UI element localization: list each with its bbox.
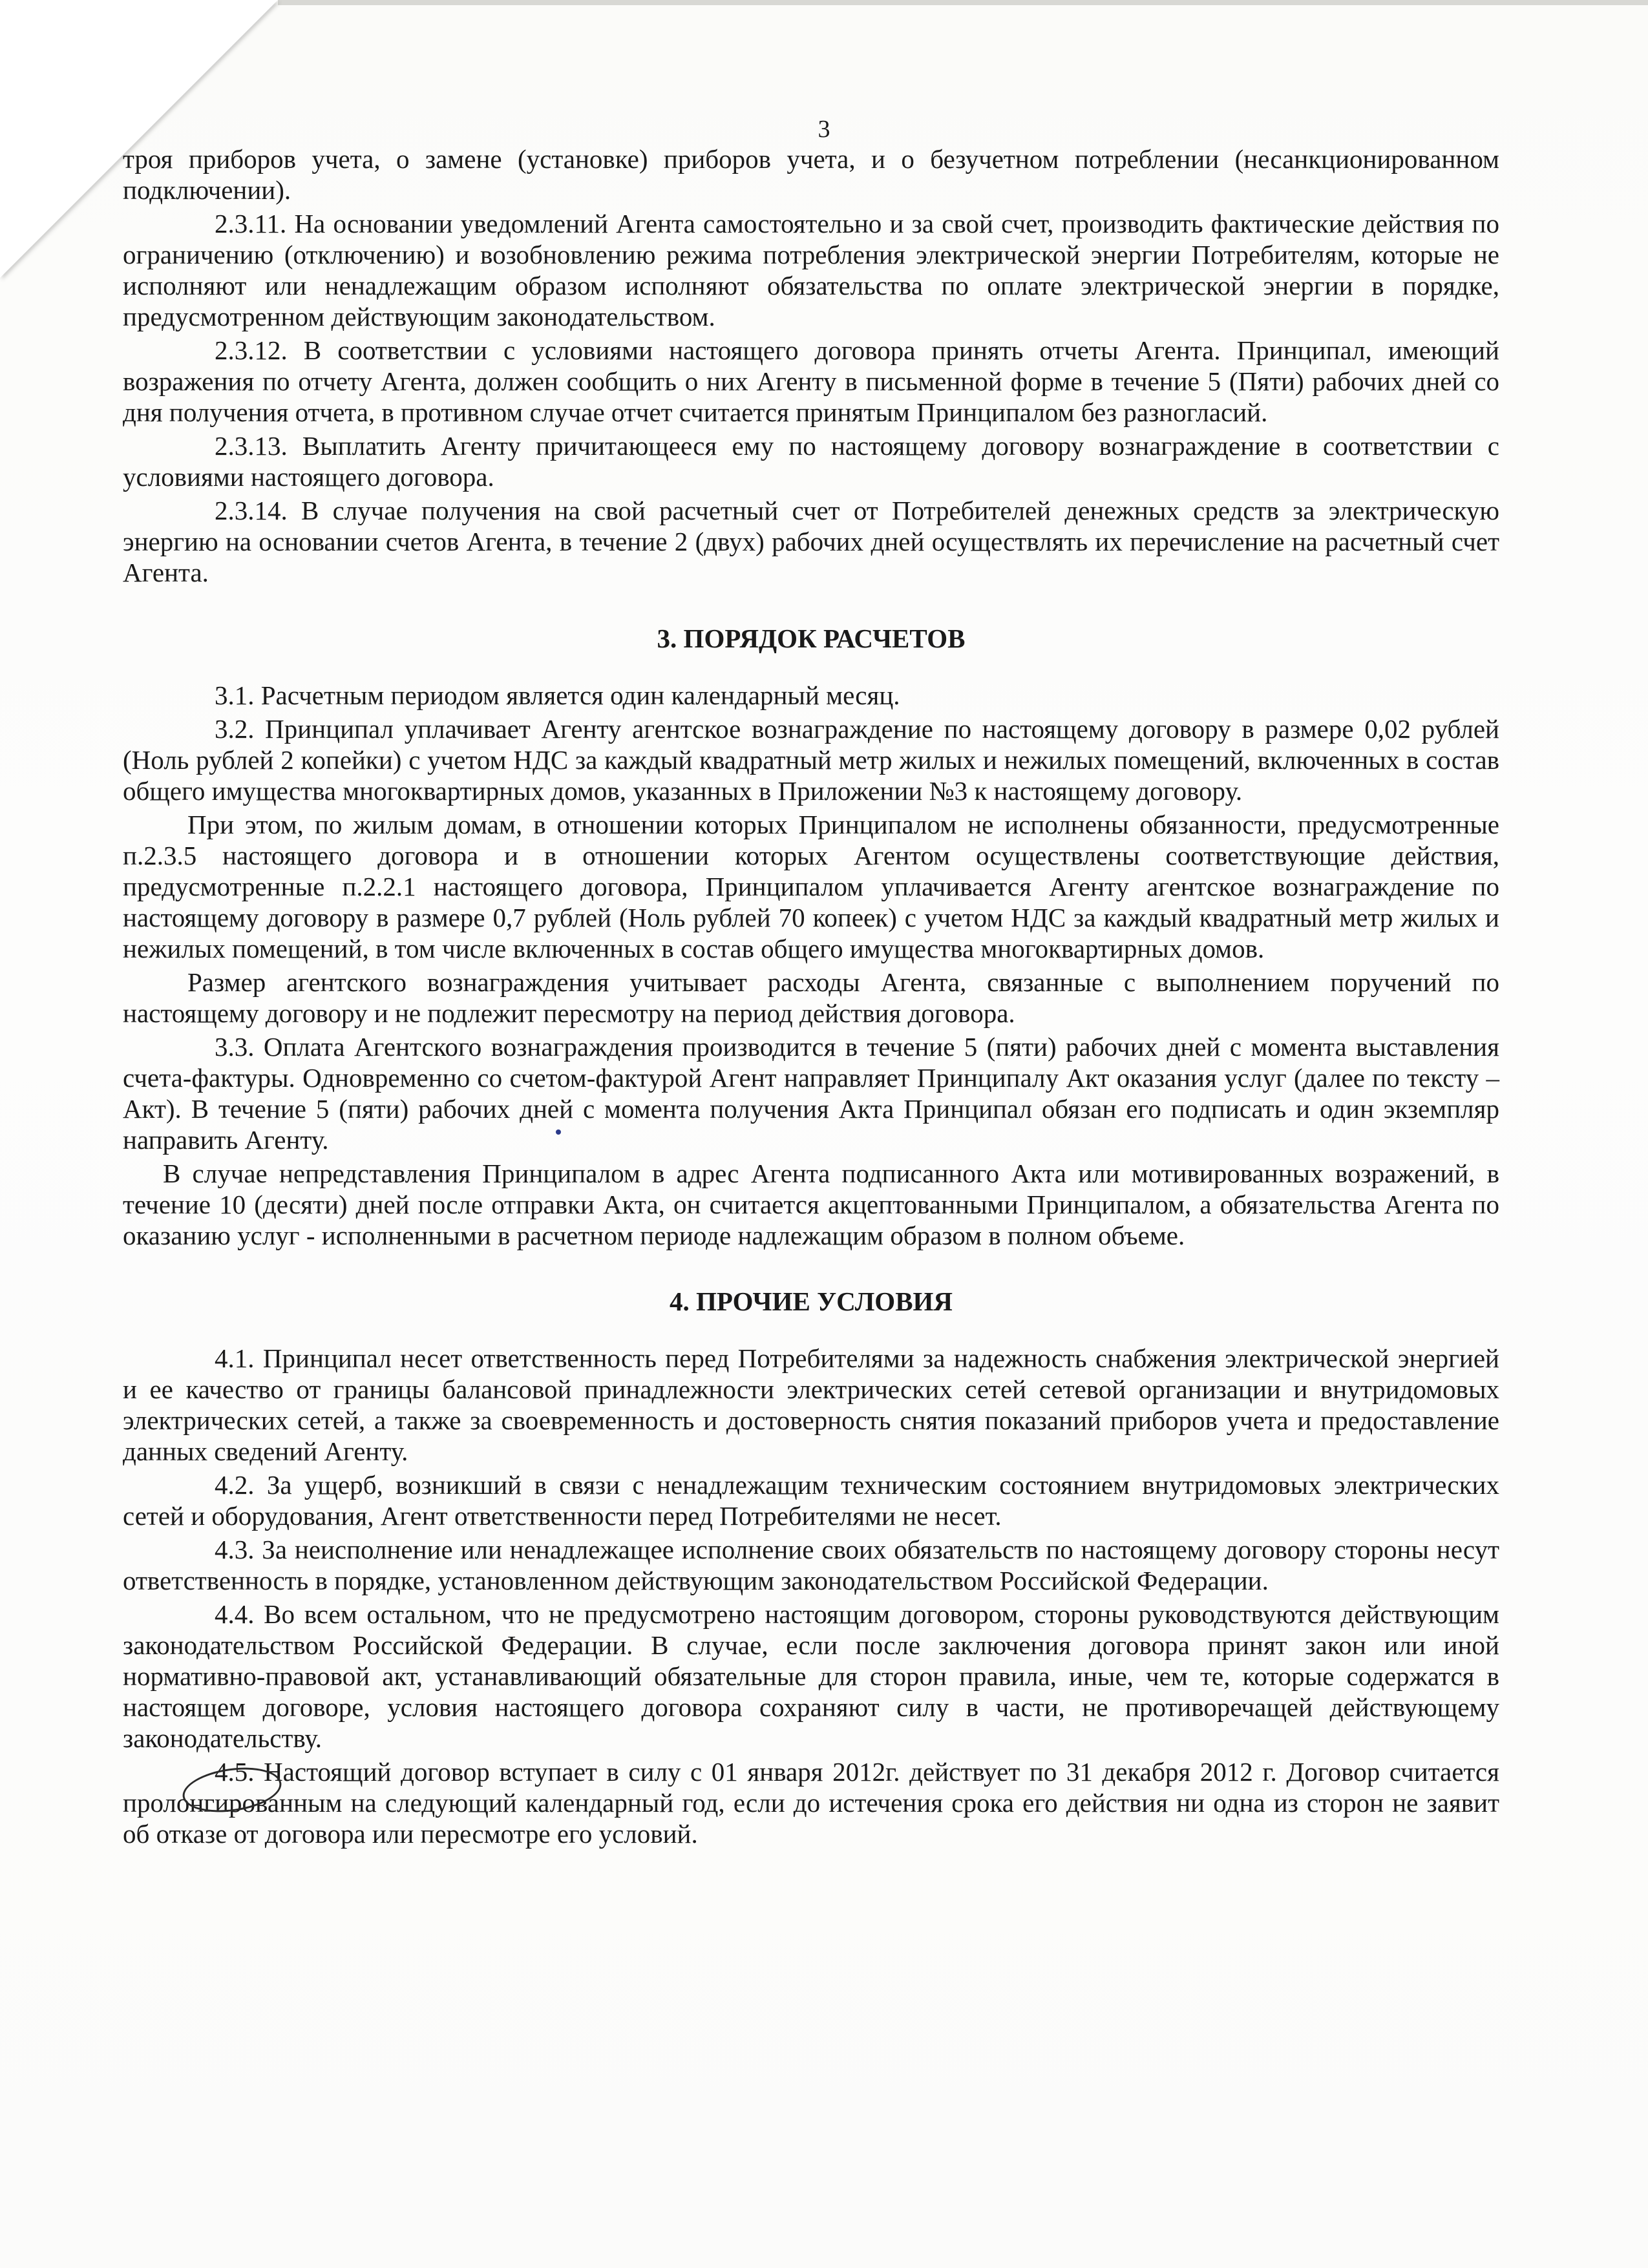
scan-top-edge — [278, 0, 1648, 5]
paragraph-2-3-14: 2.3.14. В случае получения на свой расчетный счет от Потребителей денежных средств за электрическую энергию на основании счетов Агента, в течение 2 (двух) рабочих дней осуществлять их перечисление на расчетный счет Агента. — [123, 496, 1499, 587]
paragraph-3-3-acceptance: В случае непредставления Принципалом в адрес Агента подписанного Акта или мотивированных возражений, в течение 10 (десяти) дней после отправки Акта, он считается акцептованными Принципалом, а обязательства Агента по оказанию услуг - исполненными в расчетном периоде надлежащим образом в полном объеме. — [123, 1159, 1499, 1250]
paragraph-3-2-expenses: Размер агентского вознаграждения учитывает расходы Агента, связанные с выполнением поручений по настоящему договору и не подлежит пересмотру на период действия договора. — [123, 967, 1499, 1028]
paragraph-4-5: 4.5. Настоящий договор вступает в силу с 01 января 2012г. действует по 31 декабря 2012 г. Договор считается пролонгированным на следующий календарный год, если до истечения срока его действия ни одна из сторон не заявит об отказе от договора или пересмотре его условий. — [123, 1757, 1499, 1849]
paragraph-continuation: троя приборов учета, о замене (установке) приборов учета, и о безучетном потреблении (несанкционированном подключении). — [123, 144, 1499, 205]
paragraph-3-3: 3.3. Оплата Агентского вознаграждения производится в течение 5 (пяти) рабочих дней с момента выставления счета-фактуры. Одновременно со счетом-фактурой Агент направляет Принципалу Акт оказания услуг (далее по тексту – Акт). В течение 5 (пяти) рабочих дней с момента получения Акта Принципал обязан его подписать и один экземпляр направить Агенту. — [123, 1032, 1499, 1155]
section-3-title: 3. ПОРЯДОК РАСЧЕТОВ — [657, 624, 966, 653]
document-body — [123, 143, 1499, 1852]
paragraph-4-4: 4.4. Во всем остальном, что не предусмотрено настоящим договором, стороны руководствуются действующим законодательством Российской Федерации. В случае, если после заключения договора принят закон или иной нормативно-правовой акт, устанавливающий обязательные для сторон правила, иные, чем те, которые содержатся в настоящем договоре, условия настоящего договора сохраняют силу в части, не противоречащей действующему законодательству. — [123, 1599, 1499, 1753]
paragraph-3-2-note: При этом, по жилым домам, в отношении которых Принципалом не исполнены обязанности, предусмотренные п.2.3.5 настоящего договора и в отношении которых Агентом осуществлены соответствующие действия, предусмотренные п.2.2.1 настоящего договора, Принципалом уплачивается Агенту агентское вознаграждение по настоящему договору в размере 0,7 рублей (Ноль рублей 70 копеек) с учетом НДС за каждый квадратный метр жилых и нежилых помещений, в том числе включенных в состав общего имущества многоквартирных домов. — [123, 810, 1499, 963]
paragraph-4-2: 4.2. За ущерб, возникший в связи с ненадлежащим техническим состоянием внутридомовых электрических сетей и оборудования, Агент ответственности перед Потребителями не несет. — [123, 1470, 1499, 1531]
ink-dot-mark — [556, 1129, 561, 1135]
section-4-title: 4. ПРОЧИЕ УСЛОВИЯ — [669, 1286, 953, 1316]
paragraph-4-3: 4.3. За неисполнение или ненадлежащее исполнение своих обязательств по настоящему договору стороны несут ответственность в порядке, установленном действующим законодательством Российской Федерации. — [123, 1535, 1499, 1595]
paragraph-2-3-11: 2.3.11. На основании уведомлений Агента самостоятельно и за свой счет, производить фактические действия по ограничению (отключению) и возобновлению режима потребления электрической энергии Потребителям, которые не исполняют или ненадлежащим образом исполняют обязательства по оплате электрической энергии в порядке, предусмотренном действующим законодательством. — [123, 209, 1499, 331]
paragraph-2-3-12: 2.3.12. В соответствии с условиями настоящего договора принять отчеты Агента. Принципал, имеющий возражения по отчету Агента, должен сообщить о них Агенту в письменной форме в течение 5 (Пяти) рабочих дней со дня получения отчета, в противном случае отчет считается принятым Принципалом без разногласий. — [123, 335, 1499, 427]
paragraph-3-1: 3.1. Расчетным периодом является один календарный месяц. — [215, 680, 900, 710]
paragraph-3-2: 3.2. Принципал уплачивает Агенту агентское вознаграждение по настоящему договору в размере 0,02 рублей (Ноль рублей 2 копейки) с учетом НДС за каждый квадратный метр жилых и нежилых помещений, включенных в состав общего имущества многоквартирных домов, указанных в Приложении №3 к настоящему договору. — [123, 714, 1499, 806]
paragraph-2-3-13: 2.3.13. Выплатить Агенту причитающееся ему по настоящему договору вознаграждение в соответствии с условиями настоящего договора. — [123, 431, 1499, 492]
page-number: 3 — [818, 116, 830, 143]
paragraph-4-1: 4.1. Принципал несет ответственность перед Потребителями за надежность снабжения электрической энергией и ее качество от границы балансовой принадлежности электрических сетей сетевой организации и внутридомовых электрических сетей, а также за своевременность и достоверность снятия показаний приборов учета и предоставление данных сведений Агенту. — [123, 1343, 1499, 1466]
